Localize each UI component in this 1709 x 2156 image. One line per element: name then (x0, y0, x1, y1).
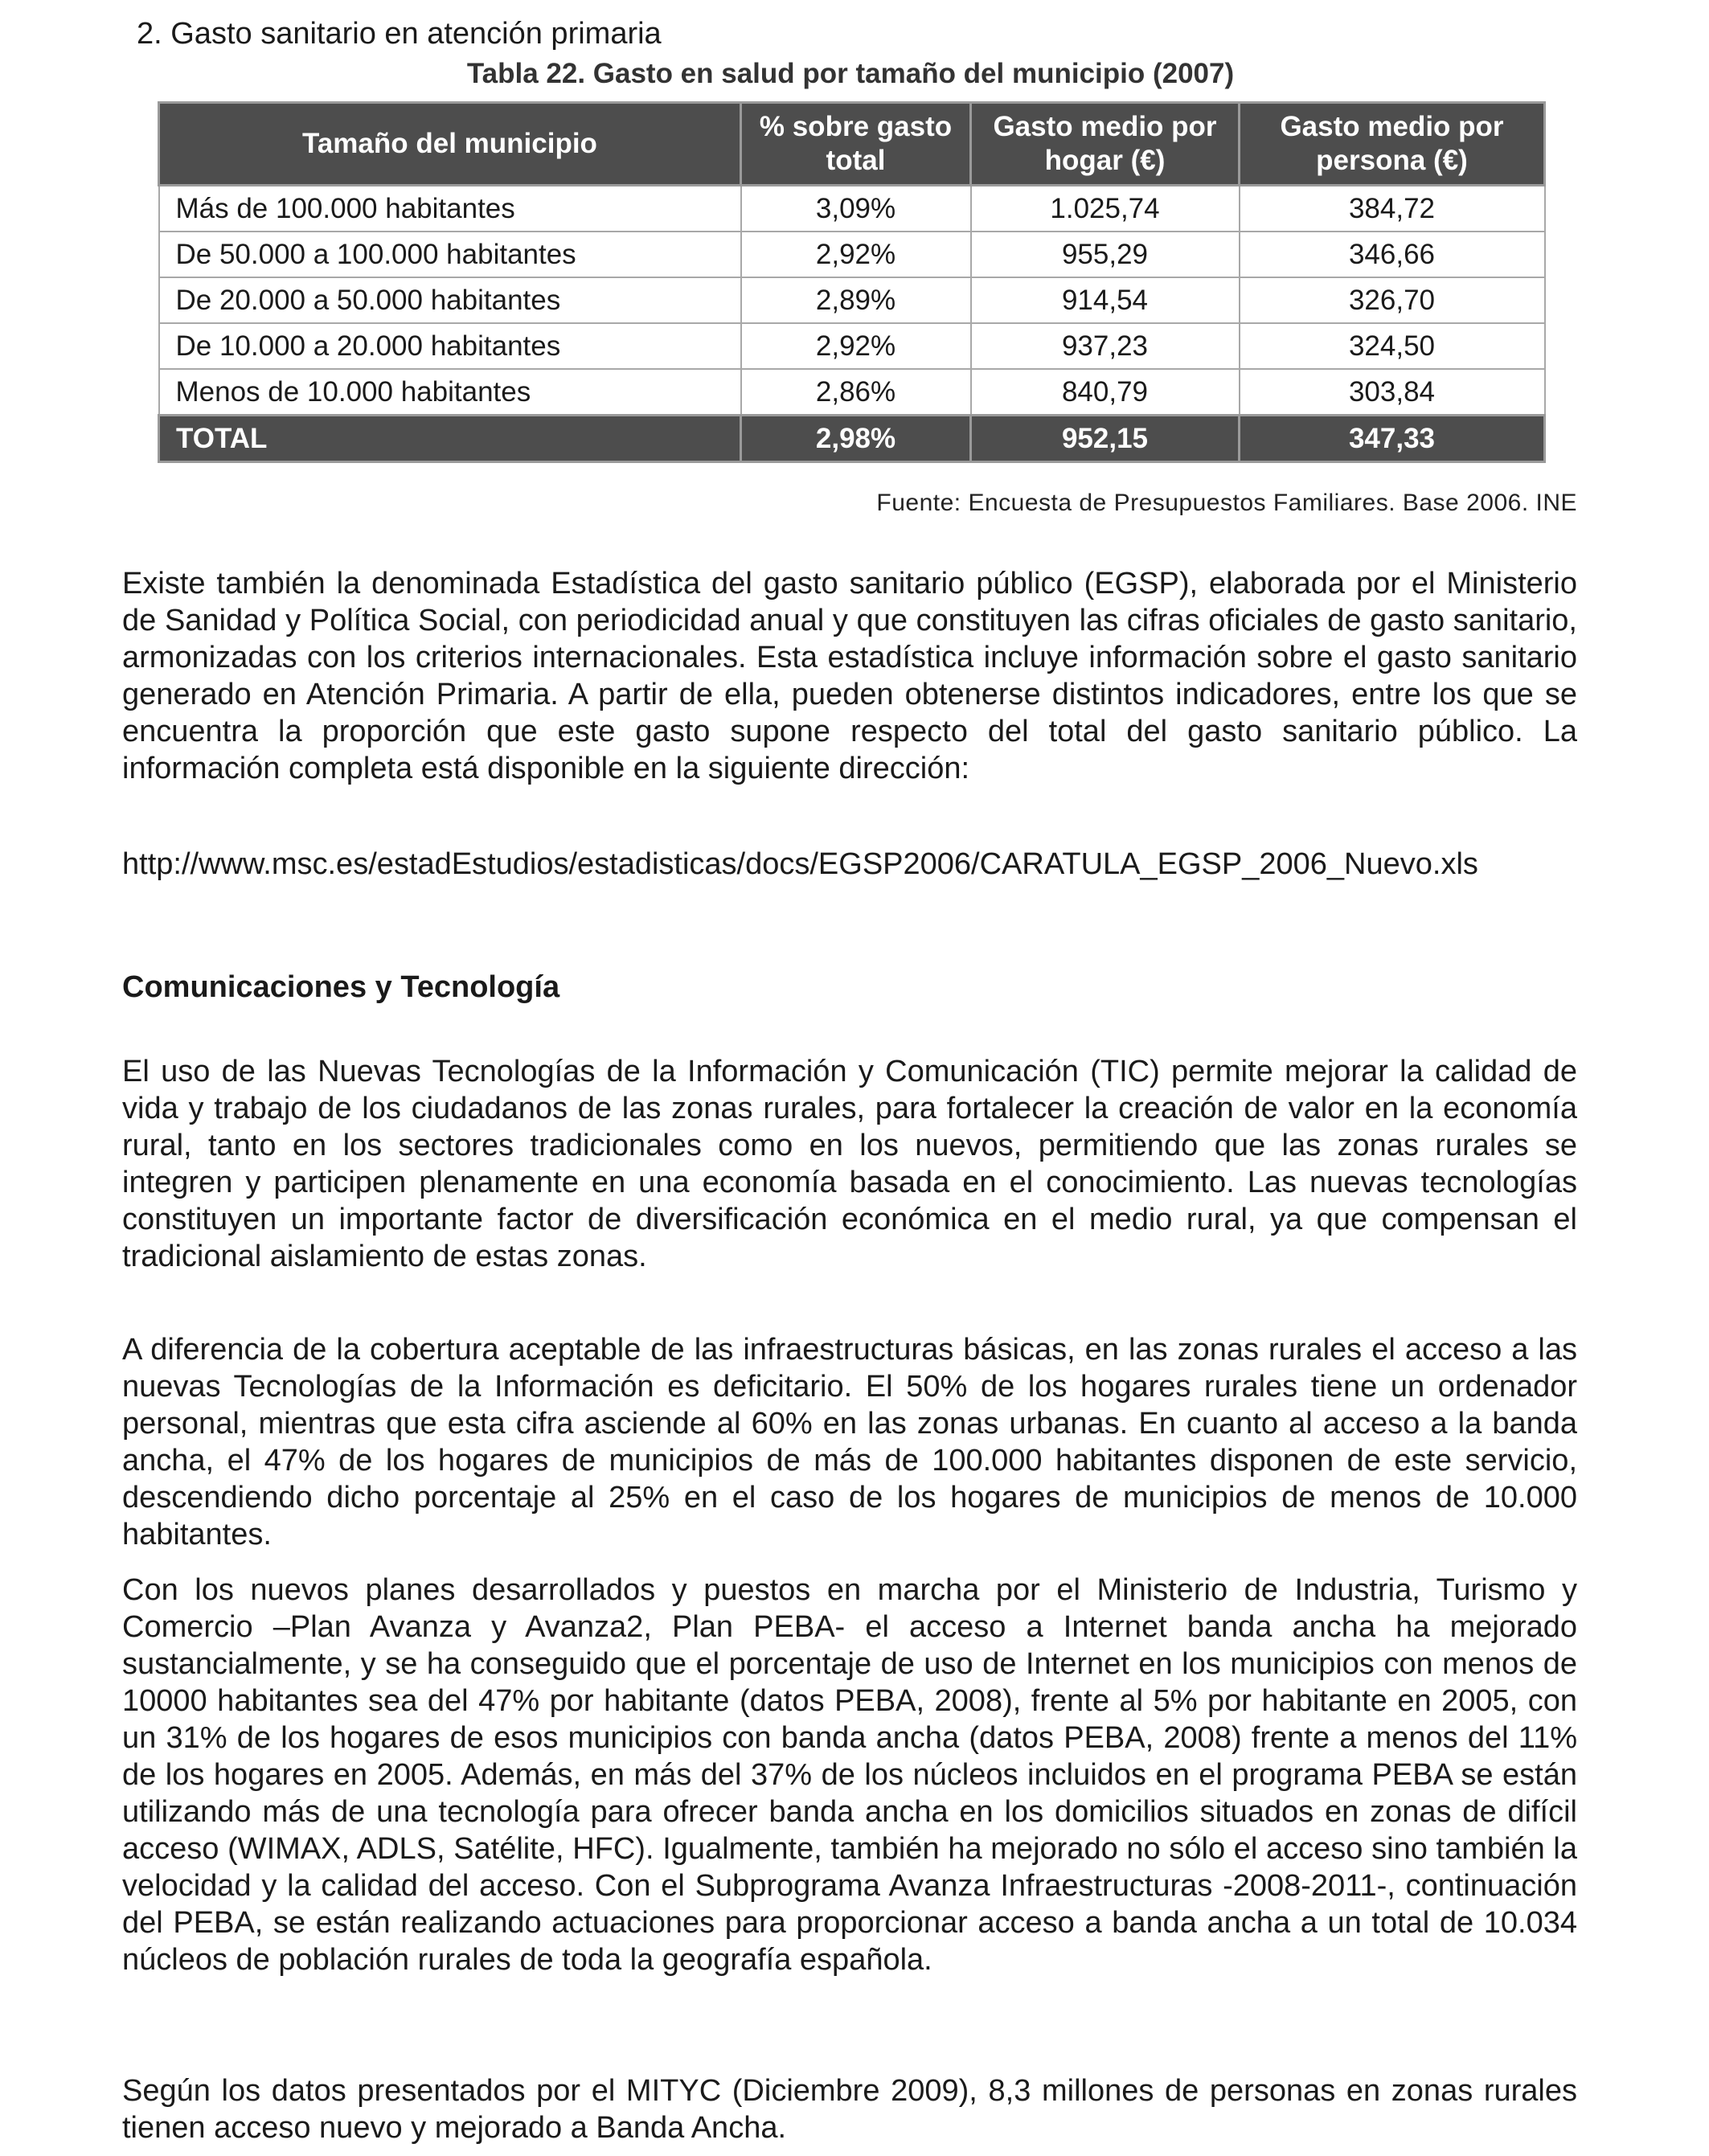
paragraph-tic-2: A diferencia de la cobertura aceptable de las infraestructuras básicas, en las zonas rurales el acceso a las nuevas Tecnologías de la Información es deficitario. El 50% de los hogares rurales tiene un ordenador personal, mientras que esta cifra asciende al 60% en las zonas urbanas. En cuanto al acceso a la banda ancha, el 47% de los hogares de municipios de más de 100.000 habitantes disponen de este servicio, descendiendo dicho porcentaje al 25% en el caso de los hogares de municipios de menos de 10.000 habitantes. (122, 1333, 1577, 1551)
cell-avg-person: 384,72 (1240, 186, 1545, 232)
cell-avg-person: 324,50 (1240, 323, 1545, 369)
cell-total-label: TOTAL (159, 416, 741, 462)
cell-avg-household: 955,29 (971, 232, 1240, 277)
paragraph-tic-4: Según los datos presentados por el MITYC (Diciembre 2009), 8,3 millones de personas en zonas rurales tienen acceso nuevo y mejorado a Banda Ancha. (122, 2074, 1577, 2145)
cell-total-avg-household: 952,15 (971, 416, 1240, 462)
cell-municipality-size: De 50.000 a 100.000 habitantes (159, 232, 741, 277)
cell-municipality-size: Más de 100.000 habitantes (159, 186, 741, 232)
cell-municipality-size: De 10.000 a 20.000 habitantes (159, 323, 741, 369)
cell-total-percent: 2,98% (741, 416, 971, 462)
header-municipality-size: Tamaño del municipio (159, 103, 741, 186)
paragraph-tic-3: Con los nuevos planes desarrollados y puestos en marcha por el Ministerio de Industria, Turismo y Comercio –Plan Avanza y Avanza2, Plan PEBA- el acceso a Internet banda ancha ha mejorado sustancialmente, y se ha conseguido que el porcentaje de uso de Internet en los municipios con menos de 10000 habitantes sea del 47% por habitante (datos PEBA, 2008), frente al 5% por habitante en 2005, con un 31% de los hogares de esos municipios con banda ancha (datos PEBA, 2008) frente a menos del 11% de los hogares en 2005. Además, en más del 37% de los núcleos incluidos en el programa PEBA se están utilizando más de una tecnología para ofrecer banda ancha en los domicilios situados en zonas de difícil acceso (WIMAX, ADLS, Satélite, HFC). Igualmente, también ha mejorado no sólo el acceso sino también la velocidad y la calidad del acceso. Con el Subprograma Avanza Infraestructuras -2008-2011-, continuación del PEBA, se están realizando actuaciones para proporcionar acceso a banda ancha a un total de 10.034 núcleos de población rurales de toda la geografía española. (122, 1573, 1577, 1977)
table-total-row (159, 416, 1545, 462)
paragraph-tic-1: El uso de las Nuevas Tecnologías de la Información y Comunicación (TIC) permite mejorar la calidad de vida y trabajo de los ciudadanos de las zonas rurales, para fortalecer la creación de valor en la economía rural, tanto en los sectores tradicionales como en los nuevos, permitiendo que las zonas rurales se integren y participen plenamente en una economía basada en el conocimiento. Las nuevas tecnologías constituyen un importante factor de diversificación económica en el medio rural, ya que compensan el tradicional aislamiento de estas zonas. (122, 1055, 1577, 1273)
subheading-communications: Comunicaciones y Tecnología (122, 970, 560, 1004)
cell-percent-total: 2,92% (741, 323, 971, 369)
cell-avg-household: 937,23 (971, 323, 1240, 369)
table-row (159, 323, 1545, 369)
cell-total-avg-person: 347,33 (1240, 416, 1545, 462)
cell-avg-person: 303,84 (1240, 369, 1545, 416)
cell-municipality-size: Menos de 10.000 habitantes (159, 369, 741, 416)
cell-avg-person: 346,66 (1240, 232, 1545, 277)
table-caption: Tabla 22. Gasto en salud por tamaño del municipio (2007) (466, 58, 1235, 89)
table-row (159, 232, 1545, 277)
table-header-row (159, 103, 1545, 186)
header-avg-person: Gasto medio por persona (€) (1240, 103, 1545, 186)
cell-avg-person: 326,70 (1240, 277, 1545, 323)
table-row (159, 369, 1545, 416)
cell-percent-total: 2,92% (741, 232, 971, 277)
table-row (159, 277, 1545, 323)
cell-municipality-size: De 20.000 a 50.000 habitantes (159, 277, 741, 323)
table-row (159, 186, 1545, 232)
cell-avg-household: 840,79 (971, 369, 1240, 416)
header-percent-total: % sobre gasto total (741, 103, 971, 186)
cell-percent-total: 2,89% (741, 277, 971, 323)
section-heading: 2. Gasto sanitario en atención primaria (137, 17, 662, 51)
egsp-url: http://www.msc.es/estadEstudios/estadisticas/docs/EGSP2006/CARATULA_EGSP_2006_Nuevo.xls (122, 847, 1478, 881)
cell-avg-household: 914,54 (971, 277, 1240, 323)
cell-avg-household: 1.025,74 (971, 186, 1240, 232)
cell-percent-total: 2,86% (741, 369, 971, 416)
paragraph-egsp: Existe también la denominada Estadística del gasto sanitario público (EGSP), elaborada por el Ministerio de Sanidad y Política Social, con periodicidad anual y que constituyen las cifras oficiales de gasto sanitario, armonizadas con los criterios internacionales. Esta estadística incluye información sobre el gasto sanitario generado en Atención Primaria. A partir de ella, pueden obtenerse distintos indicadores, entre los que se encuentra la proporción que este gasto supone respecto del total del gasto sanitario público. La información completa está disponible en la siguiente dirección: (122, 567, 1577, 785)
expenditure-table (158, 101, 1546, 463)
cell-percent-total: 3,09% (741, 186, 971, 232)
table-source-note: Fuente: Encuesta de Presupuestos Familiares. Base 2006. INE (876, 490, 1577, 516)
header-avg-household: Gasto medio por hogar (€) (971, 103, 1240, 186)
